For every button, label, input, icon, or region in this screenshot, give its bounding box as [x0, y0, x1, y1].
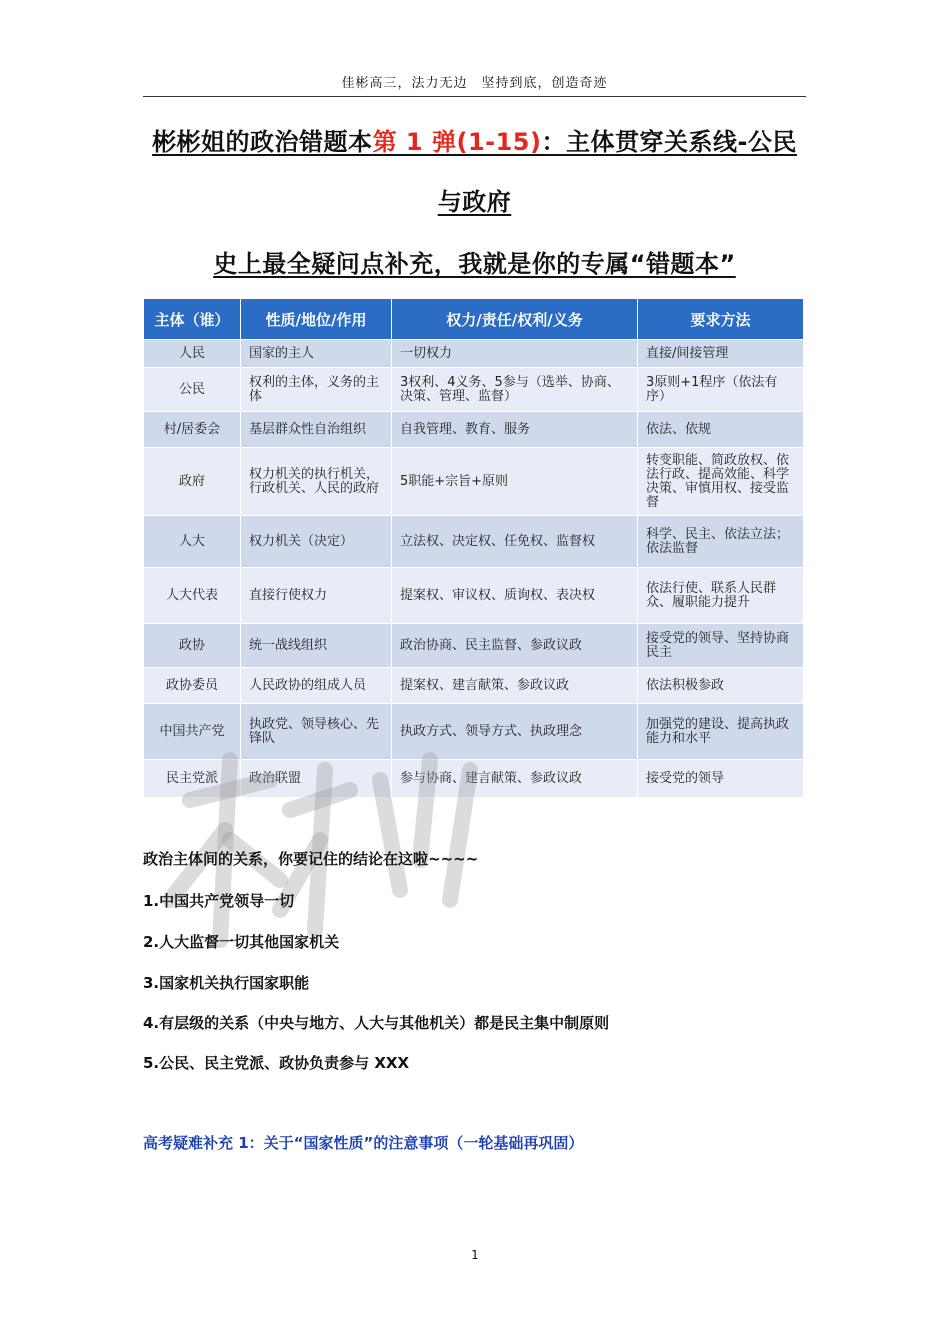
table-cell: 权利的主体，义务的主体	[241, 368, 392, 412]
table-cell: 权力机关的执行机关，行政机关、人民的政府	[241, 448, 392, 516]
table-row	[144, 704, 804, 760]
table-cell: 村/居委会	[144, 412, 241, 448]
table-cell: 依法行使、联系人民群众、履职能力提升	[638, 568, 804, 624]
table-header-cell: 性质/地位/作用	[241, 299, 392, 340]
summary-item: 3.国家机关执行国家职能	[143, 974, 310, 992]
table-cell: 权力机关（决定）	[241, 516, 392, 568]
table-cell: 接受党的领导	[638, 760, 804, 798]
table-cell: 人民	[144, 340, 241, 368]
table-cell: 立法权、决定权、任免权、监督权	[392, 516, 638, 568]
table-cell: 基层群众性自治组织	[241, 412, 392, 448]
supplement-heading: 高考疑难补充 1：关于“国家性质”的注意事项（一轮基础再巩固）	[143, 1134, 584, 1152]
document-title-line1	[143, 122, 806, 157]
table-cell: 中国共产党	[144, 704, 241, 760]
table-cell: 接受党的领导、坚持协商民主	[638, 624, 804, 668]
table-cell: 自我管理、教育、服务	[392, 412, 638, 448]
table-cell: 参与协商、建言献策、参政议政	[392, 760, 638, 798]
table-body	[144, 340, 804, 798]
table-cell: 政治联盟	[241, 760, 392, 798]
table-cell: 政府	[144, 448, 241, 516]
table-cell: 直接/间接管理	[638, 340, 804, 368]
document-subtitle	[143, 244, 806, 279]
table-cell: 政协	[144, 624, 241, 668]
table-header-row	[144, 299, 804, 340]
table-cell: 国家的主人	[241, 340, 392, 368]
table-cell: 3原则+1程序（依法有序）	[638, 368, 804, 412]
table-header-cell: 主体（谁）	[144, 299, 241, 340]
table-cell: 3权利、4义务、5参与（选举、协商、决策、管理、监督）	[392, 368, 638, 412]
table-cell: 公民	[144, 368, 241, 412]
table-cell: 人民政协的组成人员	[241, 668, 392, 704]
summary-intro: 政治主体间的关系，你要记住的结论在这啦~~~~	[143, 850, 479, 868]
table-cell: 执政方式、领导方式、执政理念	[392, 704, 638, 760]
summary-item: 1.中国共产党领导一切	[143, 892, 295, 910]
table-cell: 依法积极参政	[638, 668, 804, 704]
subjects-table	[143, 298, 804, 798]
page-number: 1	[471, 1248, 479, 1262]
title-line2-text: 与政府	[437, 188, 512, 216]
table-cell: 依法、依规	[638, 412, 804, 448]
table-header-cell: 要求方法	[638, 299, 804, 340]
table-cell: 直接行使权力	[241, 568, 392, 624]
table-cell: 加强党的建设、提高执政能力和水平	[638, 704, 804, 760]
table-header-cell: 权力/责任/权利/义务	[392, 299, 638, 340]
table-row	[144, 368, 804, 412]
page-header: 佳彬高三，法力无边 坚持到底，创造奇迹	[143, 72, 806, 97]
table-row	[144, 668, 804, 704]
table-cell: 5职能+宗旨+原则	[392, 448, 638, 516]
table-cell: 转变职能、简政放权、依法行政、提高效能、科学决策、审慎用权、接受监督	[638, 448, 804, 516]
title-issue-number: 第 1 弹(1-15)	[372, 128, 542, 156]
summary-item: 4.有层级的关系（中央与地方、人大与其他机关）都是民主集中制原则	[143, 1014, 610, 1032]
table-cell: 政协委员	[144, 668, 241, 704]
document-title-line2	[143, 182, 806, 217]
table-cell: 科学、民主、依法立法；依法监督	[638, 516, 804, 568]
table-row	[144, 568, 804, 624]
table-row	[144, 516, 804, 568]
table-cell: 民主党派	[144, 760, 241, 798]
table-row	[144, 412, 804, 448]
title-part-b: ：主体贯穿关系线-公民	[541, 128, 797, 156]
table-cell: 执政党、领导核心、先锋队	[241, 704, 392, 760]
table-cell: 人大	[144, 516, 241, 568]
summary-item: 5.公民、民主党派、政协负责参与 XXX	[143, 1054, 410, 1072]
table-cell: 提案权、建言献策、参政议政	[392, 668, 638, 704]
table-cell: 一切权力	[392, 340, 638, 368]
table-row	[144, 760, 804, 798]
table-cell: 政治协商、民主监督、参政议政	[392, 624, 638, 668]
subtitle-text: 史上最全疑问点补充，我就是你的专属“错题本”	[213, 250, 736, 278]
table-cell: 人大代表	[144, 568, 241, 624]
table-row	[144, 340, 804, 368]
table-cell: 提案权、审议权、质询权、表决权	[392, 568, 638, 624]
table-row	[144, 448, 804, 516]
title-part-a: 彬彬姐的政治错题本	[152, 128, 373, 156]
table-row	[144, 624, 804, 668]
table-cell: 统一战线组织	[241, 624, 392, 668]
summary-item: 2.人大监督一切其他国家机关	[143, 933, 340, 951]
